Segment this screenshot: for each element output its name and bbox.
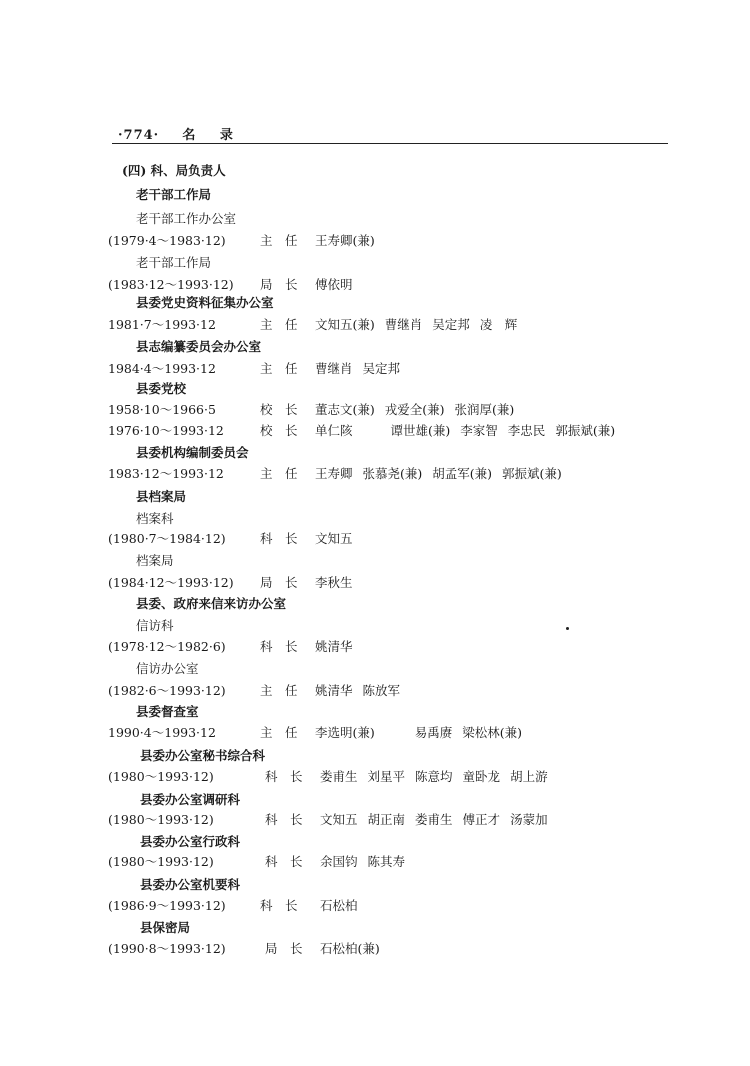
person-name: 石松柏(兼)	[320, 941, 380, 956]
person-name: 李忠民	[507, 423, 546, 438]
entry-period: (1980～1993·12)	[108, 769, 214, 784]
person-name: 曹继肖	[384, 317, 423, 332]
unit-title: 县委党史资料征集办公室	[136, 295, 274, 310]
entry-period: 1958·10～1966·5	[108, 402, 216, 417]
entry-role: 科 长	[265, 812, 303, 827]
person-name: 姚清华	[315, 683, 353, 698]
entry-period: 1976·10～1993·12	[108, 423, 224, 438]
unit-title: 县委办公室调研科	[140, 792, 241, 807]
entry-period: 1984·4～1993·12	[108, 361, 216, 376]
page-title: 名 录	[182, 128, 243, 143]
person-name: 石松柏	[320, 898, 358, 913]
entry-names	[315, 725, 532, 741]
person-name: 傅正才	[462, 812, 501, 827]
person-name: 娄甫生	[320, 769, 358, 784]
unit-title: 县委办公室行政科	[140, 834, 241, 849]
entry-role: 主 任	[260, 683, 298, 698]
entry-role: 校 长	[260, 423, 298, 438]
entry-period: (1980·7～1984·12)	[108, 531, 226, 546]
entry-role: 局 长	[265, 941, 303, 956]
entry-role: 科 长	[265, 769, 303, 784]
unit-title: 县保密局	[140, 920, 191, 935]
person-name: 王寿卿	[315, 466, 353, 481]
person-name: 单仁陔	[315, 423, 353, 438]
entry-names	[320, 898, 368, 914]
unit-title: 县档案局	[136, 489, 187, 504]
entry-role: 局 长	[260, 277, 298, 292]
person-name: 李选明(兼)	[315, 725, 375, 740]
person-name: 胡正南	[367, 812, 406, 827]
entry-names	[315, 575, 363, 591]
person-name: 余国钧	[320, 854, 358, 869]
entry-names	[315, 233, 385, 249]
unit-title: 县委办公室秘书综合科	[140, 748, 266, 763]
entry-period: (1978·12～1982·6)	[108, 639, 226, 654]
entry-names	[320, 941, 390, 957]
person-name: 娄甫生	[415, 812, 453, 827]
person-name: 张润厚(兼)	[454, 402, 515, 417]
person-name: 戎爱全(兼)	[384, 402, 445, 417]
subunit-title: 老干部工作办公室	[136, 211, 237, 226]
entry-role: 科 长	[260, 531, 298, 546]
section-title: (四) 科、局负责人	[122, 163, 226, 178]
subunit-title: 老干部工作局	[136, 255, 212, 270]
unit-title: 县委、政府来信来访办公室	[136, 596, 287, 611]
entry-role: 校 长	[260, 402, 298, 417]
person-name: 姚清华	[315, 639, 353, 654]
entry-names	[315, 361, 410, 377]
person-name: 凌 辉	[479, 317, 518, 332]
entry-role: 主 任	[260, 233, 298, 248]
subunit-title: 信访办公室	[136, 661, 199, 676]
entry-period: 1990·4～1993·12	[108, 725, 216, 740]
subunit-title: 档案局	[136, 553, 174, 568]
entry-names	[315, 423, 625, 439]
entry-role: 主 任	[260, 361, 298, 376]
person-name: 陈其寿	[367, 854, 406, 869]
person-name: 郭振斌(兼)	[502, 466, 562, 481]
person-name: 李家智	[460, 423, 498, 438]
person-name: 文知五	[320, 812, 358, 827]
person-name: 胡上游	[510, 769, 548, 784]
entry-period: 1983·12～1993·12	[108, 466, 224, 481]
entry-names	[315, 277, 363, 293]
unit-title: 县志编纂委员会办公室	[136, 339, 262, 354]
person-name: 吴定邦	[362, 361, 401, 376]
page-header	[118, 124, 243, 143]
entry-names	[320, 812, 558, 828]
person-name: 谭世雄(兼)	[390, 423, 451, 438]
entry-role: 科 长	[260, 639, 298, 654]
person-name: 胡孟军(兼)	[432, 466, 493, 481]
person-name: 陈放军	[362, 683, 401, 698]
ink-speck	[566, 627, 569, 630]
unit-title: 县委督查室	[136, 704, 199, 719]
entry-period: (1983·12～1993·12)	[108, 277, 234, 292]
entry-period: (1984·12～1993·12)	[108, 575, 234, 590]
person-name: 文知五(兼)	[315, 317, 375, 332]
person-name: 傅依明	[315, 277, 353, 292]
unit-title: 县委党校	[136, 381, 187, 396]
person-name: 王寿卿(兼)	[315, 233, 375, 248]
entry-role: 主 任	[260, 317, 298, 332]
subunit-title: 信访科	[136, 618, 174, 633]
person-name: 文知五	[315, 531, 353, 546]
person-name: 易禹赓	[414, 725, 453, 740]
entry-role: 主 任	[260, 725, 298, 740]
header-rule	[112, 143, 668, 144]
entry-period: (1982·6～1993·12)	[108, 683, 226, 698]
entry-names	[315, 402, 524, 418]
person-name: 汤蒙加	[510, 812, 548, 827]
entry-names	[315, 683, 410, 699]
entry-role: 科 长	[260, 898, 298, 913]
entry-role: 主 任	[260, 466, 298, 481]
person-name: 童卧龙	[462, 769, 501, 784]
person-name: 陈意均	[415, 769, 453, 784]
unit-title: 县委机构编制委员会	[136, 445, 249, 460]
entry-period: (1980～1993·12)	[108, 854, 214, 869]
entry-names	[315, 531, 363, 547]
person-name: 李秋生	[315, 575, 353, 590]
entry-period: (1980～1993·12)	[108, 812, 214, 827]
entry-names	[315, 466, 572, 482]
person-name: 曹继肖	[315, 361, 353, 376]
entry-period: (1990·8～1993·12)	[108, 941, 226, 956]
entry-names	[320, 854, 415, 870]
person-name: 梁松林(兼)	[462, 725, 523, 740]
person-name: 郭振斌(兼)	[555, 423, 616, 438]
entry-names	[315, 639, 363, 655]
person-name: 吴定邦	[432, 317, 470, 332]
unit-title: 县委办公室机要科	[140, 877, 241, 892]
person-name: 董志文(兼)	[315, 402, 375, 417]
entry-names	[320, 769, 558, 785]
entry-period: (1986·9～1993·12)	[108, 898, 226, 913]
entry-period: (1979·4～1983·12)	[108, 233, 226, 248]
person-name: 刘星平	[367, 769, 406, 784]
unit-title: 老干部工作局	[136, 187, 212, 202]
page-number: ·774·	[118, 128, 160, 143]
entry-role: 局 长	[260, 575, 298, 590]
entry-period: 1981·7～1993·12	[108, 317, 216, 332]
entry-names	[315, 317, 527, 333]
person-name: 张慕尧(兼)	[362, 466, 423, 481]
entry-role: 科 长	[265, 854, 303, 869]
subunit-title: 档案科	[136, 511, 174, 526]
